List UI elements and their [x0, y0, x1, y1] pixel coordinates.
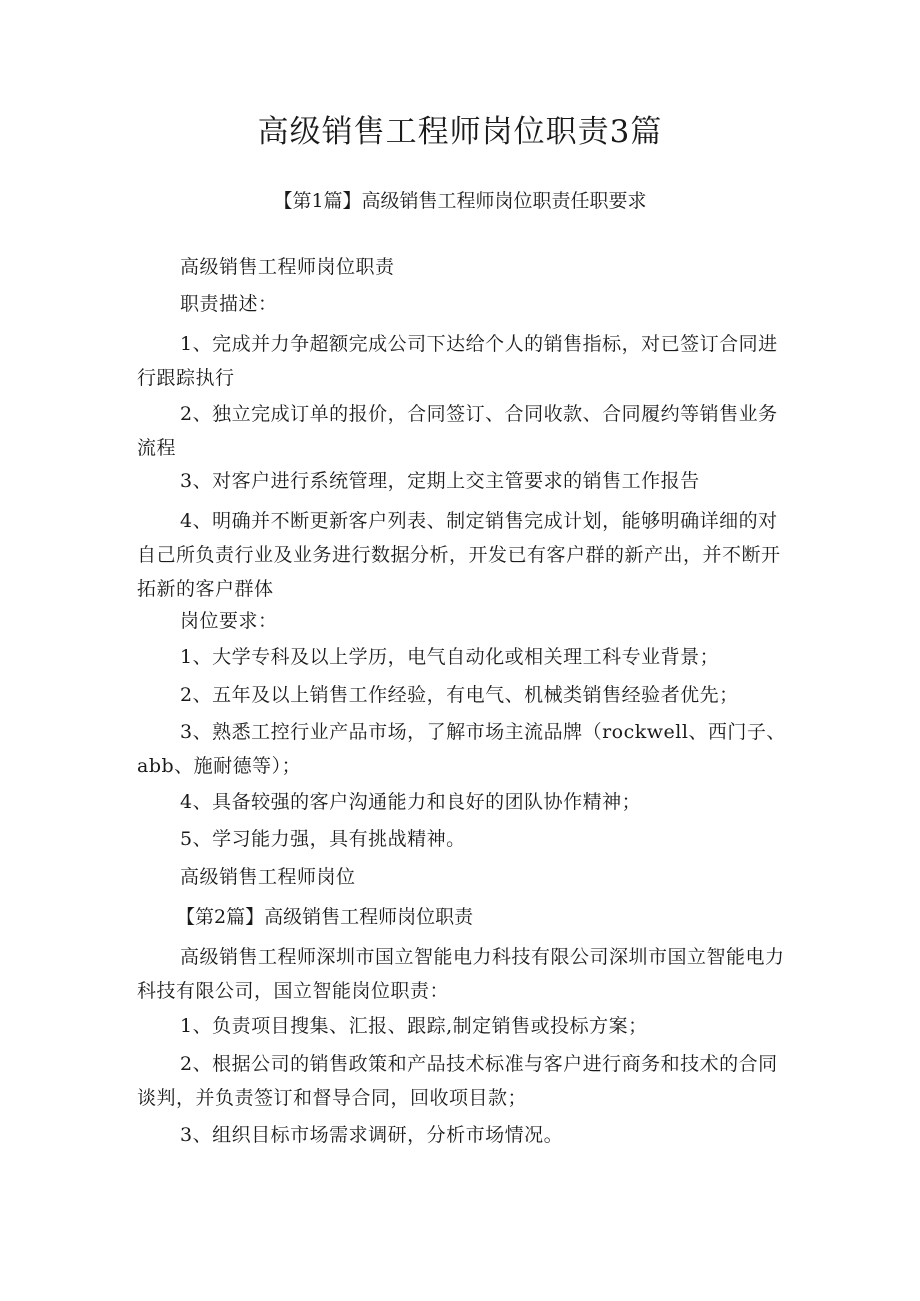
paragraph: 3、对客户进行系统管理，定期上交主管要求的销售工作报告	[180, 470, 700, 492]
paragraph: 高级销售工程师岗位职责	[180, 256, 395, 278]
paragraph: 1、大学专科及以上学历，电气自动化或相关理工科专业背景；	[180, 646, 720, 668]
paragraph: 1、负责项目搜集、汇报、跟踪,制定销售或投标方案；	[180, 1015, 648, 1037]
section-2-heading: 【第2篇】高级销售工程师岗位职责	[176, 906, 474, 928]
paragraph: 4、明确并不断更新客户列表、制定销售完成计划，能够明确详细的对自己所负责行业及业务进行数据分析，开发已有客户群的新产出，并不断开拓新的客户群体	[137, 510, 781, 600]
paragraph: 1、完成并力争超额完成公司下达给个人的销售指标，对已签订合同进行跟踪执行	[137, 333, 778, 389]
section-1-heading: 【第1篇】高级销售工程师岗位职责任职要求	[273, 190, 647, 212]
document-title: 高级销售工程师岗位职责3篇	[257, 114, 663, 150]
paragraph: 职责描述：	[180, 293, 278, 315]
paragraph: 4、具备较强的客户沟通能力和良好的团队协作精神；	[180, 791, 642, 813]
paragraph: 高级销售工程师深圳市国立智能电力科技有限公司深圳市国立智能电力科技有限公司，国立智能岗位职责：	[137, 946, 785, 1002]
paragraph: 2、独立完成订单的报价，合同签订、合同收款、合同履约等销售业务流程	[137, 403, 778, 459]
paragraph: 2、根据公司的销售政策和产品技术标准与客户进行商务和技术的合同谈判，并负责签订和督导合同，回收项目款；	[137, 1053, 778, 1109]
paragraph: 5、学习能力强，具有挑战精神。	[180, 828, 466, 850]
paragraph: 3、组织目标市场需求调研，分析市场情况。	[180, 1124, 564, 1146]
paragraph: 高级销售工程师岗位	[180, 866, 356, 888]
paragraph: 2、五年及以上销售工作经验，有电气、机械类销售经验者优先；	[180, 684, 739, 706]
paragraph: 3、熟悉工控行业产品市场，了解市场主流品牌（rockwell、西门子、abb、施耐德等）；	[137, 721, 786, 777]
paragraph: 岗位要求：	[180, 610, 278, 632]
